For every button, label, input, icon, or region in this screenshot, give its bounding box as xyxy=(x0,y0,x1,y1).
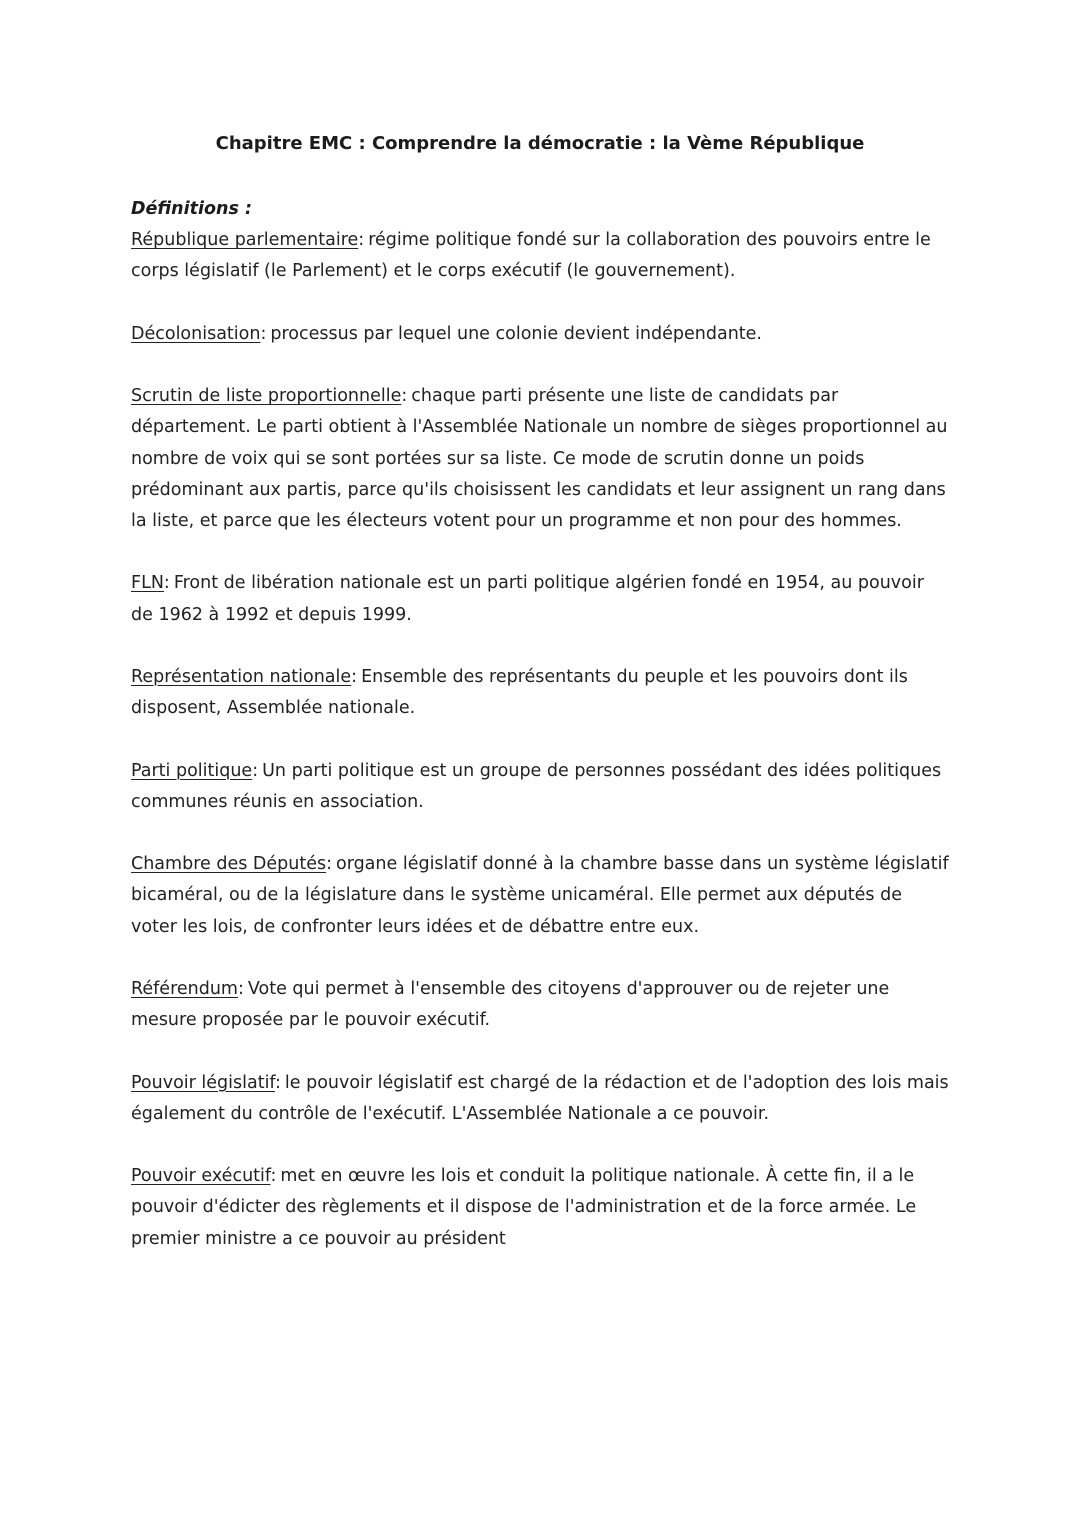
definition-entry: Référendum: Vote qui permet à l'ensemble des citoyens d'approuver ou de rejeter une mesure proposée par le pouvoir exécutif. xyxy=(131,978,890,1031)
definition-term: République parlementaire xyxy=(131,230,359,251)
definition-text: met en œuvre les lois et conduit la politique nationale. À cette fin, il a le pouvoir d'édicter des règlements et il dispose de l'administration et de la force armée. Le premier ministre a ce pouvoir au président xyxy=(131,1166,917,1249)
document-body xyxy=(131,194,951,1286)
definition-term: Pouvoir législatif xyxy=(131,1072,275,1093)
definition-entry: Pouvoir législatif: le pouvoir législatif est chargé de la rédaction et de l'adoption des lois mais également du contrôle de l'exécutif. L'Assemblée Nationale a ce pouvoir. xyxy=(131,1072,949,1124)
definition-text: chaque parti présente une liste de candidats par département. Le parti obtient à l'Assemblée Nationale un nombre de sièges proportionnel au nombre de voix qui se sont portées sur sa liste. Ce mode de scrutin donne un poids prédominant aux partis, parce qu'ils choisissent les candidats et leur assignent un rang dans la liste, et parce que les électeurs votent pour un programme et non pour des hommes. xyxy=(131,386,948,531)
definition-text: organe législatif donné à la chambre basse dans un système législatif bicaméral, ou de la législature dans le système unicaméral. Elle permet aux députés de voter les lois, de confronter leurs idées et de débattre entre eux. xyxy=(131,854,949,937)
section-label: Définitions : xyxy=(131,199,252,219)
definition-text: processus par lequel une colonie devient indépendante. xyxy=(270,323,762,344)
definition-entry: Pouvoir exécutif: met en œuvre les lois et conduit la politique nationale. À cette fin, il a le pouvoir d'édicter des règlements et il dispose de l'administration et de la force armée. Le premier ministre a ce pouvoir au président xyxy=(131,1166,917,1249)
definition-term: Chambre des Députés xyxy=(131,854,327,875)
definition-entry: République parlementaire: régime politique fondé sur la collaboration des pouvoirs entre le corps législatif (le Parlement) et le corps exécutif (le gouvernement). xyxy=(131,230,931,282)
page-title: Chapitre EMC : Comprendre la démocratie : la Vème République xyxy=(215,133,865,154)
definition-term: Parti politique xyxy=(131,760,253,781)
definition-entry: Chambre des Députés: organe législatif donné à la chambre basse dans un système législatif bicaméral, ou de la législature dans le système unicaméral. Elle permet aux députés de voter les lois, de confronter leurs idées et de débattre entre eux. xyxy=(131,854,949,937)
definition-entry: Scrutin de liste proportionnelle: chaque parti présente une liste de candidats par département. Le parti obtient à l'Assemblée Nationale un nombre de sièges proportionnel au nombre de voix qui se sont portées sur sa liste. Ce mode de scrutin donne un poids prédominant aux partis, parce qu'ils choisissent les candidats et leur assignent un rang dans la liste, et parce que les électeurs votent pour un programme et non pour des hommes. xyxy=(131,386,948,531)
definition-entry: FLN: Front de libération nationale est un parti politique algérien fondé en 1954, au pouvoir de 1962 à 1992 et depuis 1999. xyxy=(131,573,924,625)
definition-text: régime politique fondé sur la collaboration des pouvoirs entre le corps législatif (le Parlement) et le corps exécutif (le gouvernement). xyxy=(131,230,931,282)
definition-term: Pouvoir exécutif xyxy=(131,1166,271,1187)
definition-term: Représentation nationale xyxy=(131,666,352,687)
definition-text: le pouvoir législatif est chargé de la rédaction et de l'adoption des lois mais également du contrôle de l'exécutif. L'Assemblée Nationale a ce pouvoir. xyxy=(131,1072,949,1124)
definition-entry: Représentation nationale: Ensemble des représentants du peuple et les pouvoirs dont ils disposent, Assemblée nationale. xyxy=(131,666,908,719)
definition-term: FLN xyxy=(131,573,164,594)
definition-entry: Parti politique: Un parti politique est un groupe de personnes possédant des idées politiques communes réunis en association. xyxy=(131,760,942,812)
definition-text: Vote qui permet à l'ensemble des citoyens d'approuver ou de rejeter une mesure proposée par le pouvoir exécutif. xyxy=(131,978,890,1031)
definition-term: Scrutin de liste proportionnelle xyxy=(131,386,402,407)
definition-text: Un parti politique est un groupe de personnes possédant des idées politiques communes réunis en association. xyxy=(131,760,942,812)
definition-term: Décolonisation xyxy=(131,323,261,344)
definition-term: Référendum xyxy=(131,978,238,999)
definition-entry: Décolonisation: processus par lequel une colonie devient indépendante. xyxy=(131,323,762,344)
definition-text: Ensemble des représentants du peuple et les pouvoirs dont ils disposent, Assemblée nationale. xyxy=(131,666,908,719)
definition-text: Front de libération nationale est un parti politique algérien fondé en 1954, au pouvoir de 1962 à 1992 et depuis 1999. xyxy=(131,573,924,625)
